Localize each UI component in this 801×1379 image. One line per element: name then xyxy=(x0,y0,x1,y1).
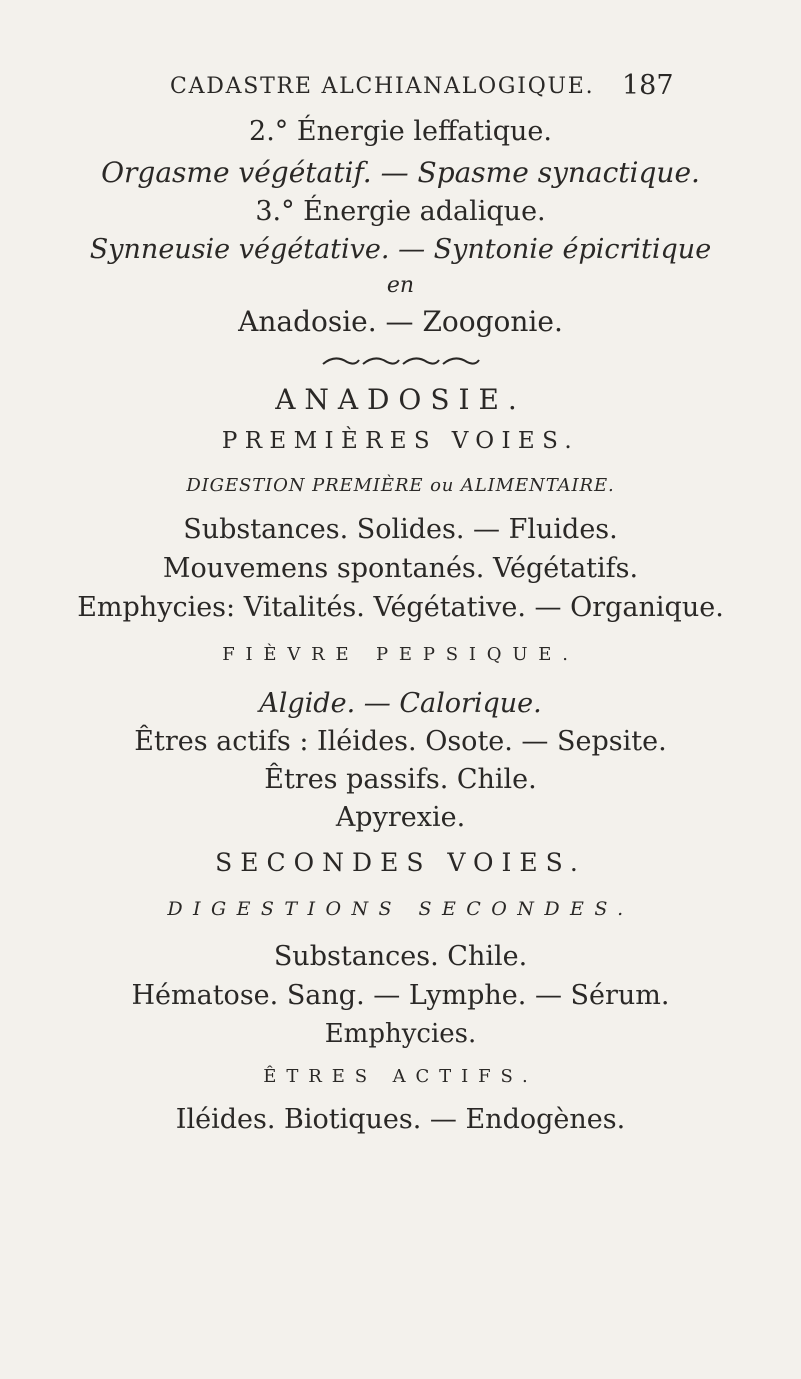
section-title-anadosie: ANADOSIE. xyxy=(275,383,526,416)
energie-adalique: 3.° Énergie adalique. xyxy=(255,196,546,227)
heading-etres-actifs: ÊTRES ACTIFS. xyxy=(263,1066,538,1087)
hematose-line: Hématose. Sang. — Lymphe. — Sérum. xyxy=(131,980,670,1011)
heading-premieres-voies: PREMIÈRES VOIES. xyxy=(221,428,580,454)
substances-chile: Substances. Chile. xyxy=(273,941,528,972)
etres-actifs-ileides: Êtres actifs : Iléides. Osote. — Sepsite. xyxy=(134,726,667,757)
en-line: en xyxy=(386,273,415,298)
apyrexie: Apyrexie. xyxy=(335,802,466,833)
heading-secondes-voies: SECONDES VOIES. xyxy=(215,848,586,877)
etres-passifs: Êtres passifs. Chile. xyxy=(264,764,537,795)
subheading-digestions-secondes: DIGESTIONS SECONDES. xyxy=(167,898,634,920)
mouvemens-line: Mouvemens spontanés. Végétatifs. xyxy=(162,553,639,584)
algide-calorique: Algide. — Calorique. xyxy=(259,688,542,719)
emphycies-line: Emphycies. xyxy=(324,1019,477,1049)
anadosie-zoogonie: Anadosie. — Zoogonie. xyxy=(238,305,563,338)
page-number: 187 xyxy=(622,70,674,101)
heading-fievre-pepsique: FIÈVRE PEPSIQUE. xyxy=(222,644,579,665)
orgasme-line: Orgasme végétatif. — Spasme synactique. xyxy=(101,156,700,189)
substances-solides-fluides: Substances. Solides. — Fluides. xyxy=(183,514,618,545)
ileides-biotiques: Iléides. Biotiques. — Endogènes. xyxy=(175,1104,626,1135)
subheading-digestion-premiere: DIGESTION PREMIÈRE ou ALIMENTAIRE. xyxy=(186,475,615,496)
running-title: CADASTRE ALCHIANALOGIQUE. xyxy=(170,74,595,99)
energie-leffatique: 2.° Énergie leffatique. xyxy=(249,116,552,147)
emphycies-vitalites: Emphycies: Vitalités. Végétative. — Organique. xyxy=(77,592,724,623)
decorative-rule-ornament xyxy=(0,352,801,371)
synneusie-line: Synneusie végétative. — Syntonie épicritique xyxy=(89,234,712,265)
